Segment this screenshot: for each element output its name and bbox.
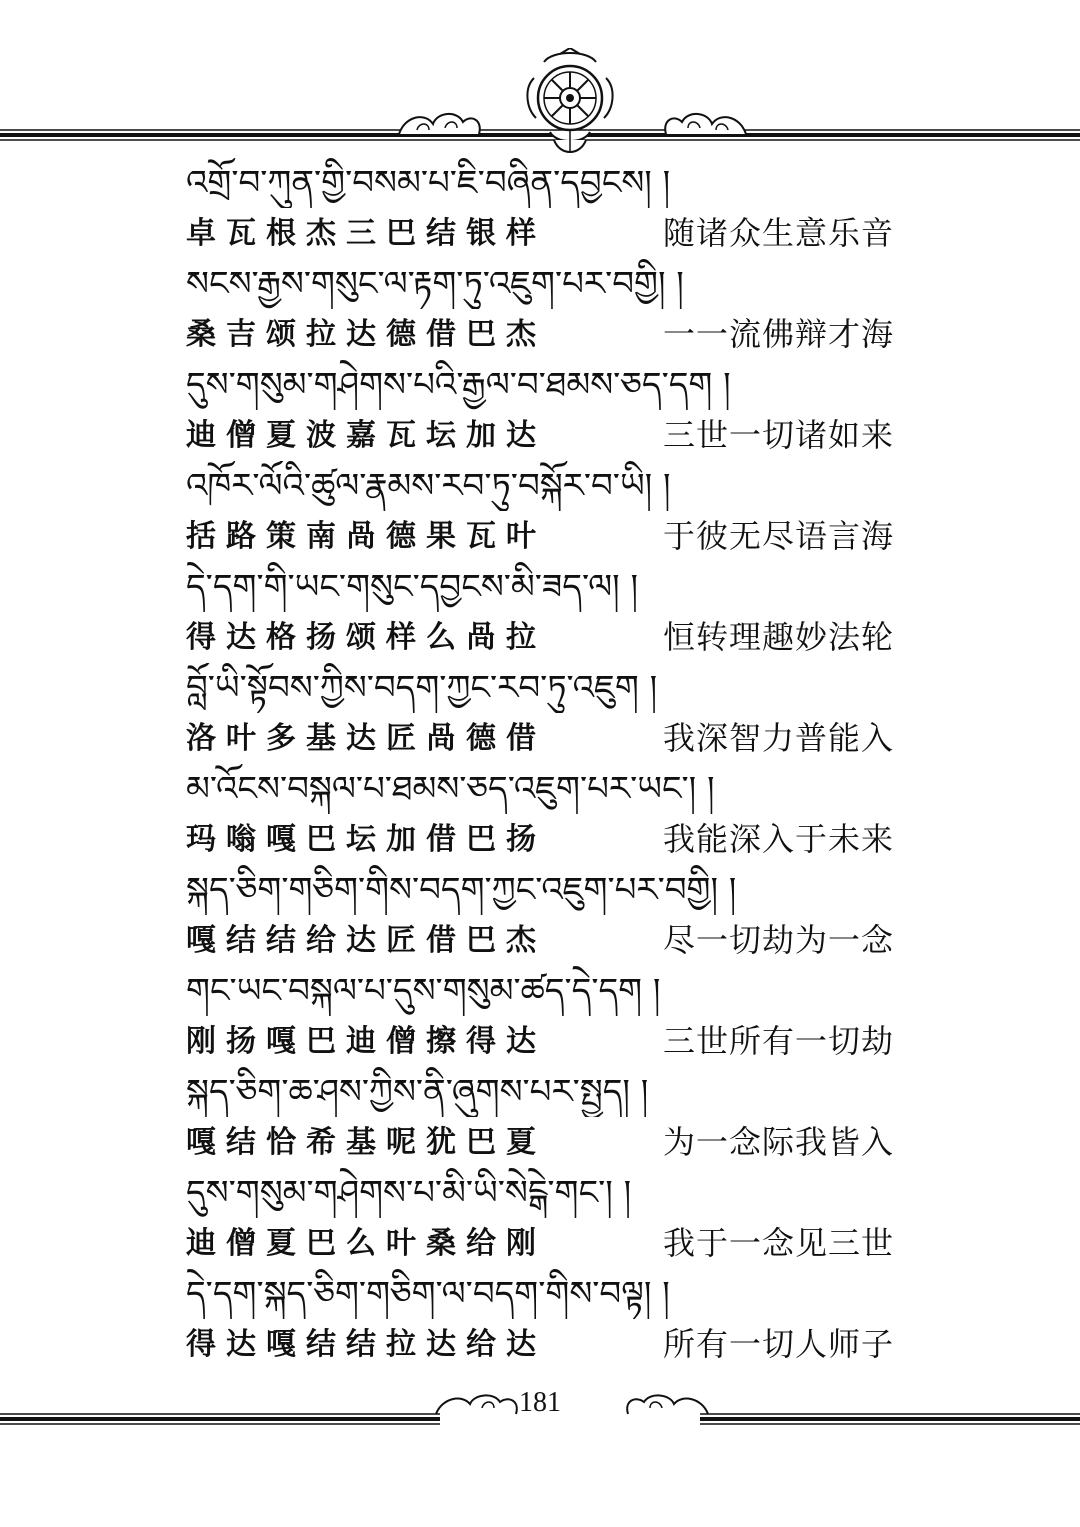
verse-line xyxy=(186,713,906,764)
tibetan-line: སྐད་ཅིག་གཅིག་གིས་བདག་ཀྱང་འཇུག་པར་བགྱི། ། xyxy=(186,870,737,910)
verse-line xyxy=(186,511,906,562)
verse-line xyxy=(186,915,906,966)
phonetic-text: 洛叶多基达匠咼德借 xyxy=(186,721,546,756)
phonetic-text: 桑吉颂拉达德借巴杰 xyxy=(186,317,546,352)
cloud-ornament-left-icon xyxy=(395,106,485,140)
tibetan-line: དེ་དག་གི་ཡང་གསུང་དབྱངས་མི་ཟད་ལ། ། xyxy=(186,567,638,607)
tibetan-line: གང་ཡང་བསྐལ་པ་དུས་གསུམ་ཚད་དེ་དག ། xyxy=(186,971,661,1011)
verse-line xyxy=(186,1319,906,1370)
tibetan-line: འཁོར་ལོའི་ཚུལ་རྣམས་རབ་ཏུ་བསྐོར་བ་ཡི། ། xyxy=(186,466,671,506)
verse-block xyxy=(186,158,906,1370)
verse-line xyxy=(186,208,906,259)
tibetan-line: སྐད་ཅིག་ཆ་ཤས་ཀྱིས་ནི་ཞུགས་པར་སྤྱད། ། xyxy=(186,1072,649,1112)
chinese-text: 随诸众生意乐音 xyxy=(662,214,894,252)
phonetic-text: 迪僧夏巴么叶桑给刚 xyxy=(186,1226,546,1261)
verse-line xyxy=(186,814,906,865)
chinese-text: 一一流佛辩才海 xyxy=(662,315,894,353)
chinese-text: 尽一切劫为一念 xyxy=(662,921,894,959)
tibetan-line: མ་འོངས་བསྐལ་པ་ཐམས་ཅད་འཇུག་པར་ཡང་། ། xyxy=(186,769,715,809)
verse-line xyxy=(186,410,906,461)
phonetic-text: 刚扬嘎巴迪僧擦得达 xyxy=(186,1024,546,1059)
phonetic-text: 嘎结结给达匠借巴杰 xyxy=(186,923,546,958)
verse-line xyxy=(186,1218,906,1269)
phonetic-text: 得达嘎结结拉达给达 xyxy=(186,1327,546,1362)
chinese-text: 我深智力普能入 xyxy=(662,719,894,757)
phonetic-text: 括路策南咼德果瓦叶 xyxy=(186,519,546,554)
dharma-wheel-icon xyxy=(524,48,616,158)
chinese-text: 三世一切诸如来 xyxy=(662,416,894,454)
verse-line xyxy=(186,1117,906,1168)
tibetan-line: བློ་ཡི་སྟོབས་ཀྱིས་བདག་ཀྱང་རབ་ཏུ་འཇུག ། xyxy=(186,668,658,708)
phonetic-text: 嘎结恰希基呢犹巴夏 xyxy=(186,1125,546,1160)
verse-line xyxy=(186,1016,906,1067)
cloud-ornament-right-icon xyxy=(660,106,750,140)
chinese-text: 于彼无尽语言海 xyxy=(662,517,894,555)
chinese-text: 我能深入于未来 xyxy=(662,820,894,858)
verse-line xyxy=(186,309,906,360)
tibetan-line: དེ་དག་སྐད་ཅིག་གཅིག་ལ་བདག་གིས་བལྟ། ། xyxy=(186,1274,670,1314)
phonetic-text: 卓瓦根杰三巴结银样 xyxy=(186,216,546,251)
phonetic-text: 得达格扬颂样么咼拉 xyxy=(186,620,546,655)
phonetic-text: 玛嗡嘎巴坛加借巴扬 xyxy=(186,822,546,857)
chinese-text: 所有一切人师子 xyxy=(662,1325,894,1363)
verse-line xyxy=(186,612,906,663)
page-number: 181 xyxy=(519,1387,561,1418)
tibetan-line: དུས་གསུམ་གཤེགས་པ་མི་ཡི་སེངྒེ་གང་། ། xyxy=(186,1173,632,1213)
tibetan-line: སངས་རྒྱས་གསུང་ལ་རྟག་ཏུ་འཇུག་པར་བགྱི། ། xyxy=(186,264,684,304)
chinese-text: 三世所有一切劫 xyxy=(662,1022,894,1060)
tibetan-line: དུས་གསུམ་གཤེགས་པའི་རྒྱལ་བ་ཐམས་ཅད་དག ། xyxy=(186,365,731,405)
tibetan-line: འགྲོ་བ་ཀུན་གྱི་བསམ་པ་ཇི་བཞིན་དབྱངས། ། xyxy=(186,163,671,203)
chinese-text: 为一念际我皆入 xyxy=(662,1123,894,1161)
chinese-text: 我于一念见三世 xyxy=(662,1224,894,1262)
chinese-text: 恒转理趣妙法轮 xyxy=(662,618,894,656)
phonetic-text: 迪僧夏波嘉瓦坛加达 xyxy=(186,418,546,453)
